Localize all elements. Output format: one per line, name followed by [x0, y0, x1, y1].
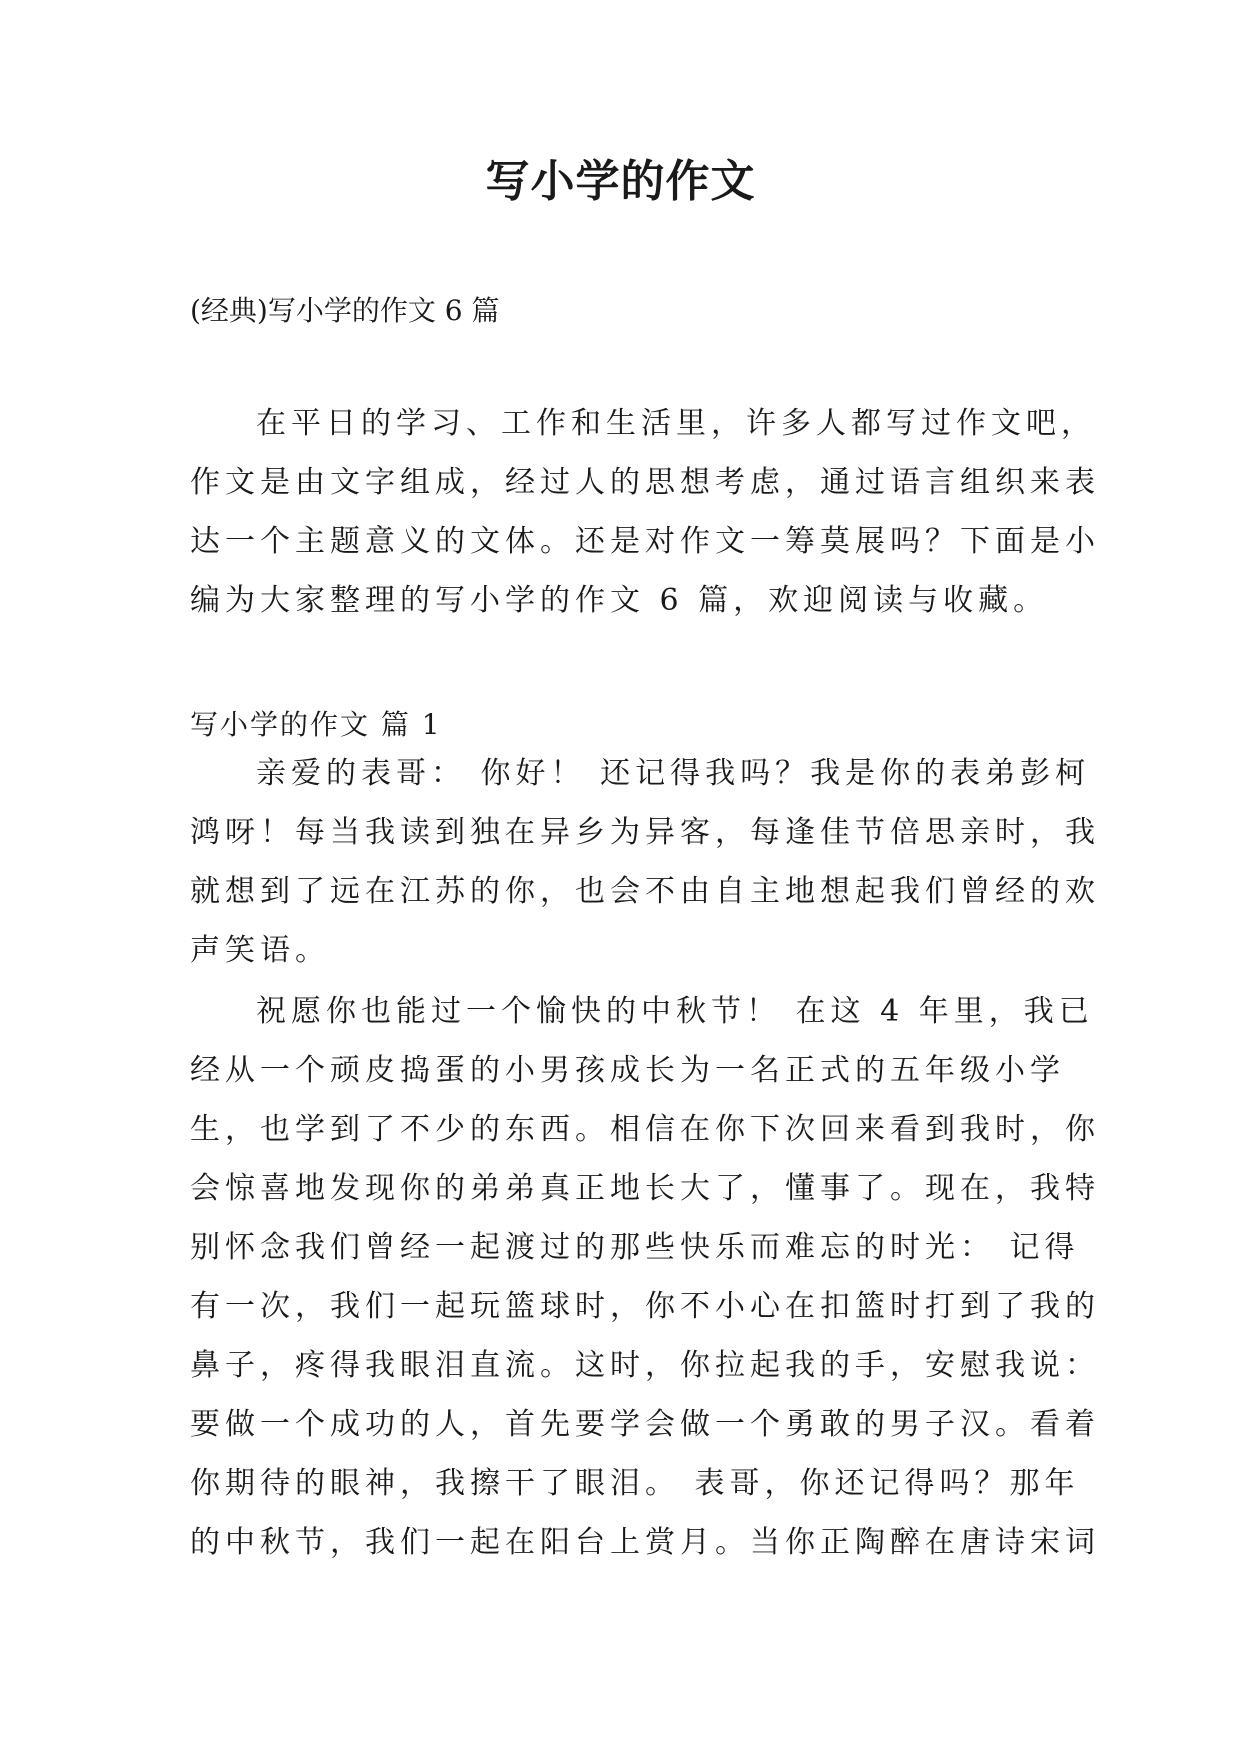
body-line: 鸿呀！每当我读到独在异乡为异客，每逢佳节倍思亲时，我 — [190, 815, 1100, 850]
document-subtitle: (经典)写小学的作文 6 篇 — [190, 294, 500, 327]
body-line: 鼻子，疼得我眼泪直流。这时，你拉起我的手，安慰我说： — [190, 1348, 1100, 1383]
intro-line: 编为大家整理的写小学的作文 6 篇，欢迎阅读与收藏。 — [190, 583, 1049, 618]
body-line: 要做一个成功的人，首先要学会做一个勇敢的男子汉。看着 — [190, 1407, 1100, 1442]
body-line: 生，也学到了不少的东西。相信在你下次回来看到我时，你 — [190, 1112, 1100, 1147]
body-line: 会惊喜地发现你的弟弟真正地长大了，懂事了。现在，我特 — [190, 1171, 1100, 1206]
intro-line: 作文是由文字组成，经过人的思想考虑，通过语言组织来表 — [190, 465, 1100, 500]
body-line: 别怀念我们曾经一起渡过的那些快乐而难忘的时光： 记得 — [190, 1230, 1080, 1265]
intro-line: 在平日的学习、工作和生活里，许多人都写过作文吧， — [256, 406, 1096, 441]
body-line: 有一次，我们一起玩篮球时，你不小心在扣篮时打到了我的 — [190, 1289, 1100, 1324]
body-line: 你期待的眼神，我擦干了眼泪。 表哥，你还记得吗？那年 — [190, 1466, 1080, 1501]
body-line: 经从一个顽皮捣蛋的小男孩成长为一名正式的五年级小学 — [190, 1053, 1065, 1088]
body-line: 亲爱的表哥： 你好！ 还记得我吗？我是你的表弟彭柯 — [256, 756, 1091, 791]
body-line: 就想到了远在江苏的你，也会不由自主地想起我们曾经的欢 — [190, 874, 1100, 909]
section-heading: 写小学的作文 篇 1 — [190, 708, 442, 741]
body-line: 的中秋节，我们一起在阳台上赏月。当你正陶醉在唐诗宋词 — [190, 1525, 1100, 1560]
intro-line: 达一个主题意义的文体。还是对作文一筹莫展吗？下面是小 — [190, 524, 1100, 559]
body-line: 声笑语。 — [190, 933, 330, 968]
body-line: 祝愿你也能过一个愉快的中秋节！ 在这 4 年里，我已 — [256, 994, 1094, 1029]
document-title: 写小学的作文 — [485, 156, 756, 207]
